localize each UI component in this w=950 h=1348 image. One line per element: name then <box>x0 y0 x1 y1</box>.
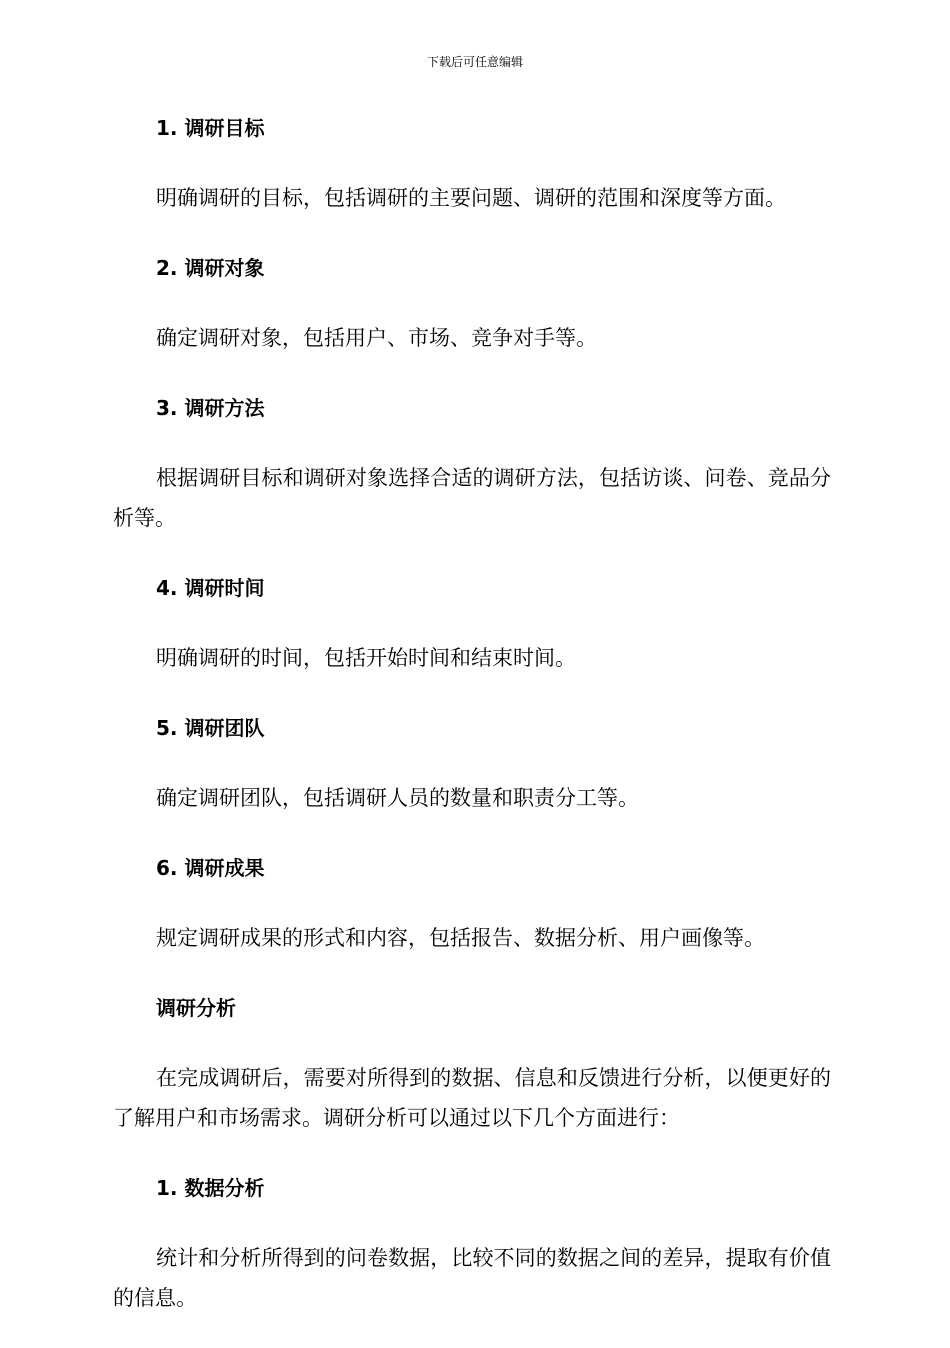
section-paragraph: 规定调研成果的形式和内容，包括报告、数据分析、用户画像等。 <box>156 926 765 950</box>
section-heading: 5. 调研团队 <box>156 716 265 740</box>
section-paragraph: 统计和分析所得到的问卷数据，比较不同的数据之间的差异，提取有价值的信息。 <box>113 1246 831 1310</box>
section-paragraph: 在完成调研后，需要对所得到的数据、信息和反馈进行分析，以便更好的了解用户和市场需求。调研分析可以通过以下几个方面进行： <box>113 1066 831 1130</box>
page-header: 下载后可任意编辑 <box>426 55 523 69</box>
document-body <box>113 108 831 1348</box>
section-heading: 调研分析 <box>156 996 236 1020</box>
section-heading: 1. 调研目标 <box>156 116 265 140</box>
section-paragraph: 确定调研团队，包括调研人员的数量和职责分工等。 <box>156 786 639 810</box>
section-paragraph: 明确调研的时间，包括开始时间和结束时间。 <box>156 646 576 670</box>
section-heading: 2. 调研对象 <box>156 256 265 280</box>
section-heading: 6. 调研成果 <box>156 856 265 880</box>
section-heading: 3. 调研方法 <box>156 396 265 420</box>
section-paragraph: 确定调研对象，包括用户、市场、竞争对手等。 <box>156 326 597 350</box>
section-heading: 4. 调研时间 <box>156 576 265 600</box>
section-paragraph: 根据调研目标和调研对象选择合适的调研方法，包括访谈、问卷、竞品分析等。 <box>113 466 831 530</box>
section-paragraph: 明确调研的目标，包括调研的主要问题、调研的范围和深度等方面。 <box>156 186 786 210</box>
section-heading: 1. 数据分析 <box>156 1176 265 1200</box>
